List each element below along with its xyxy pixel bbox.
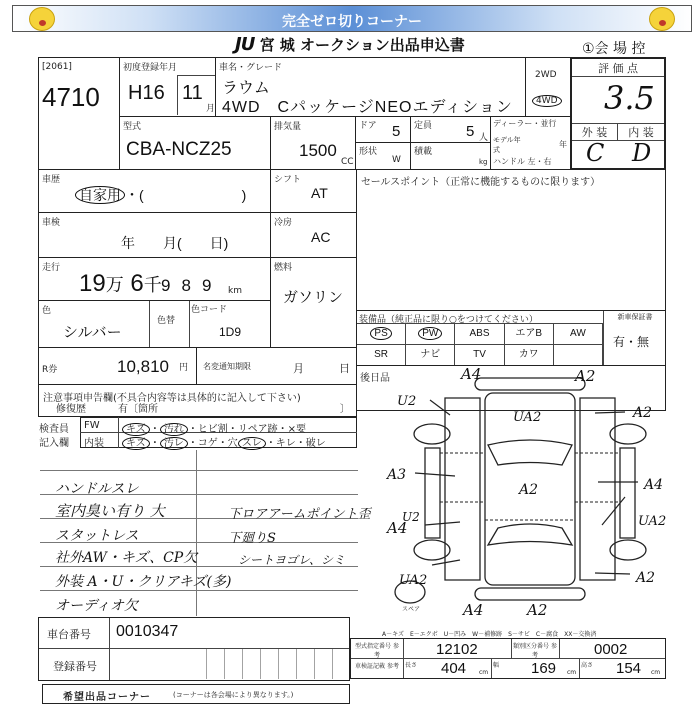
score-value: 3.5	[604, 79, 655, 117]
equipment-label: カワ	[518, 349, 539, 360]
equipment-item	[406, 324, 455, 345]
label: 車検	[42, 218, 61, 228]
label: 高さ	[581, 662, 594, 669]
label: 色	[42, 306, 52, 316]
note-line: 社外AW・キズ、CP欠	[55, 550, 198, 566]
right-side	[580, 398, 615, 580]
note-line: スタットレス	[55, 528, 139, 544]
banner	[12, 5, 692, 32]
int-stain-circled: 汚レ	[160, 437, 188, 450]
mileage-man: 19	[79, 270, 106, 297]
equipment-box	[356, 310, 666, 366]
color-value: シルバー	[63, 324, 122, 341]
damage-mark: A4	[387, 519, 408, 537]
windshield	[488, 440, 572, 465]
label: 色替	[157, 316, 176, 326]
drive-2wd: 2WD	[535, 70, 557, 80]
model-box	[119, 116, 271, 170]
unit: cm	[651, 669, 661, 676]
history-box	[38, 169, 271, 213]
form-title	[235, 34, 465, 55]
label: 幅	[493, 662, 500, 669]
label: ハンドル 左・右	[493, 157, 552, 166]
score-box	[570, 57, 666, 170]
label: 注意事項申告欄(不具合内容等は具体的に記入して下さい)	[43, 393, 301, 404]
corner-box	[42, 684, 350, 704]
doors: 5	[392, 123, 401, 140]
lot-code: [2061]	[42, 62, 72, 72]
reg-year: H16	[128, 82, 165, 104]
chassis-number: 0010347	[116, 623, 179, 640]
history-circled: 自家用	[75, 186, 125, 204]
inspection-date: 年 月( 日)	[121, 235, 229, 251]
unit: km	[228, 286, 242, 296]
color-box	[38, 300, 271, 348]
label: 型式	[123, 122, 142, 132]
equipment-label: エアB	[515, 328, 543, 339]
damage-mark: A2	[519, 482, 539, 498]
int-other: ・コゲ・穴	[187, 438, 238, 449]
mileage-box	[38, 257, 271, 301]
unit: 円	[179, 363, 189, 373]
unit: kg	[479, 158, 488, 166]
rear-bumper	[475, 588, 585, 600]
unit: 千	[143, 275, 162, 295]
damage-mark: UA2	[638, 514, 667, 529]
exterior-grade: C	[586, 139, 605, 167]
load-box	[410, 142, 491, 170]
label: 長さ	[405, 662, 418, 669]
note-line: シートヨゴレ、シミ	[238, 553, 346, 567]
interior-grade: D	[632, 139, 652, 167]
copy-label: ①会 場 控	[582, 41, 646, 57]
label: 内装	[84, 438, 104, 449]
mileage-sen: 6	[130, 270, 144, 297]
label: シフト	[274, 175, 302, 185]
car-grade: 4WD CパッケージNEOエディション	[222, 99, 513, 116]
fw-scratch-circled: キズ	[122, 423, 150, 436]
note-line: 下ロアアームポイント歪	[228, 507, 371, 522]
equipment-label: ABS	[469, 328, 490, 339]
label: 走行	[42, 263, 61, 273]
shift-box	[270, 169, 357, 213]
first-registration	[119, 57, 216, 117]
unit: CC	[341, 157, 354, 167]
unit: 月	[206, 104, 216, 114]
label: R券	[42, 365, 58, 375]
equipment-label: ナビ	[420, 349, 441, 360]
label: 外 装	[572, 123, 618, 141]
fuel-value: ガソリン	[283, 289, 344, 306]
specs-box	[350, 638, 666, 679]
length: 404	[441, 660, 467, 677]
shape: W	[392, 155, 401, 165]
note-line: オーディオ欠	[55, 598, 138, 614]
equipment-label: TV	[473, 349, 486, 360]
int-other: ・キレ・破レ	[265, 438, 326, 449]
history-rest: ・( )	[125, 187, 247, 203]
corner-note: (コーナーは各会場により異なります。)	[173, 691, 294, 699]
label: 車歴	[42, 175, 61, 185]
digit: 8	[181, 276, 202, 295]
inspector-section	[38, 417, 357, 448]
damage-mark: A4	[463, 601, 484, 619]
label: 車検証記載 参考	[355, 663, 399, 670]
rear-window	[488, 524, 572, 545]
capacity: 5	[466, 123, 475, 140]
left-side	[445, 398, 480, 580]
label: 排気量	[274, 122, 302, 132]
label: 車台番号	[47, 628, 91, 641]
damage-mark: UA2	[399, 573, 428, 588]
drive-box	[525, 57, 571, 117]
bracket: 〕	[340, 404, 350, 415]
damage-mark: U2	[402, 510, 420, 524]
damage-mark: A3	[387, 467, 407, 483]
label: 検査員	[39, 424, 69, 435]
equipment-label: PW	[418, 327, 442, 340]
displacement-box	[270, 116, 356, 170]
label: 名変通知期限	[203, 362, 251, 371]
type-number: 12102	[436, 641, 478, 658]
class-number: 0002	[594, 641, 628, 658]
unit: cm	[567, 669, 577, 676]
label: 積載	[414, 147, 433, 157]
label: ドア	[359, 121, 377, 131]
damage-mark: A2	[527, 601, 548, 619]
label: 燃料	[274, 263, 293, 273]
label: 装備品（純正品に限り○をつけてください）	[359, 315, 538, 325]
digit: 9	[161, 276, 182, 295]
equipment-item	[554, 324, 603, 345]
front-bumper	[475, 378, 585, 390]
damage-mark: UA2	[513, 410, 542, 425]
inspection-box	[38, 212, 271, 258]
label: 内 装	[618, 123, 664, 141]
equipment-label: PS	[370, 327, 391, 340]
digit: 9	[201, 276, 223, 295]
label: 修復歴	[56, 404, 86, 415]
equipment-item	[505, 324, 554, 345]
note-line: 下廻りS	[228, 531, 276, 546]
reg-month: 11	[182, 82, 203, 104]
recycle-fee: 10,810	[117, 357, 169, 376]
repair-value: 有〔箇所	[118, 404, 158, 415]
model-code: CBA-NCZ25	[126, 139, 232, 160]
right-sill	[620, 448, 635, 538]
note-line: ハンドルスレ	[55, 481, 139, 497]
width: 169	[531, 660, 557, 677]
label: 形状	[359, 147, 378, 157]
shift-value: AT	[311, 185, 328, 201]
label: モデル年式	[493, 136, 521, 154]
warranty-value: 有・無	[613, 335, 650, 349]
damage-mark: A2	[636, 570, 656, 586]
sep: ・	[149, 424, 160, 435]
doors-box	[355, 116, 411, 143]
label: セールスポイント（正常に機能するものに限ります）	[361, 177, 601, 188]
label: 初度登録年月	[123, 63, 178, 73]
int-scratch-circled: キズ	[122, 437, 150, 450]
chassis-box	[38, 617, 350, 681]
damage-legend: A－キズ E－エクボ U－凹み W－補修跡 S－サビ C－腐食 XX－交換済	[382, 631, 597, 638]
fw-other: ・ヒビ割・リペア跡・×要	[187, 424, 306, 435]
label: FW	[84, 420, 100, 431]
sales-point-box	[356, 169, 666, 311]
recycle-box	[38, 347, 197, 385]
car-name-box	[215, 57, 526, 117]
unit: cm	[479, 669, 489, 676]
label: 希望出品コーナー	[63, 692, 151, 703]
sep: ・	[149, 438, 160, 449]
fw-stain-circled: 汚れ	[160, 423, 188, 436]
car-name: ラウム	[222, 80, 270, 97]
height: 154	[616, 660, 642, 677]
drive-4wd-circled: 4WD	[532, 95, 562, 107]
damage-mark: A4	[461, 365, 482, 383]
spare-label: スペア	[402, 606, 421, 613]
label: 類別区分番号 参考	[513, 643, 557, 659]
equipment-item	[455, 324, 504, 345]
label: 評 価 点	[572, 60, 664, 77]
equipment-label: AW	[570, 328, 586, 339]
note-line: 外装 A・U・クリアキズ(多)	[55, 574, 232, 590]
label: 車名・グレード	[219, 63, 283, 73]
equipment-label: SR	[374, 349, 389, 360]
banner-title: 完全ゼロ切りコーナー	[282, 14, 422, 30]
damage-mark: U2	[397, 394, 417, 409]
ac-value: AC	[311, 229, 331, 245]
label: 色コード	[191, 305, 228, 315]
equipment-item	[357, 324, 406, 345]
unit: 人	[479, 133, 489, 143]
label: ディーラー・並行	[493, 119, 557, 128]
unit: 年	[559, 140, 567, 149]
unit: 万	[105, 275, 124, 295]
unit: 日	[339, 362, 350, 375]
ac-box	[270, 212, 357, 258]
fuel-box	[270, 257, 357, 348]
label: 冷房	[274, 218, 293, 228]
unit: 月	[293, 362, 304, 375]
color-code: 1D9	[219, 325, 242, 339]
bear-mascot-icon	[649, 7, 675, 31]
label: 新車保証書	[617, 313, 653, 321]
lot-box	[38, 57, 120, 170]
label: 型式指定番号 参考	[355, 643, 399, 659]
name-change-box	[196, 347, 357, 385]
label: 定員	[414, 121, 433, 131]
lot-number: 4710	[42, 82, 100, 112]
equipment-grid	[357, 323, 603, 365]
damage-mark: A2	[633, 405, 653, 421]
dealer-box	[490, 116, 571, 170]
label: 記入欄	[39, 438, 69, 449]
damage-mark: A2	[575, 367, 596, 385]
damage-mark: A4	[644, 477, 664, 493]
shape-box	[355, 142, 411, 170]
capacity-box	[410, 116, 491, 143]
label: 登録番号	[53, 660, 97, 673]
ju-logo: JU	[235, 34, 255, 55]
int-wear-circled: スレ	[238, 437, 266, 450]
title-text: 宮 城 オークション出品申込書	[259, 36, 465, 54]
displacement: 1500	[299, 141, 337, 160]
note-line: 室内臭い有り 大	[55, 502, 165, 520]
label: 後日品	[360, 373, 390, 384]
